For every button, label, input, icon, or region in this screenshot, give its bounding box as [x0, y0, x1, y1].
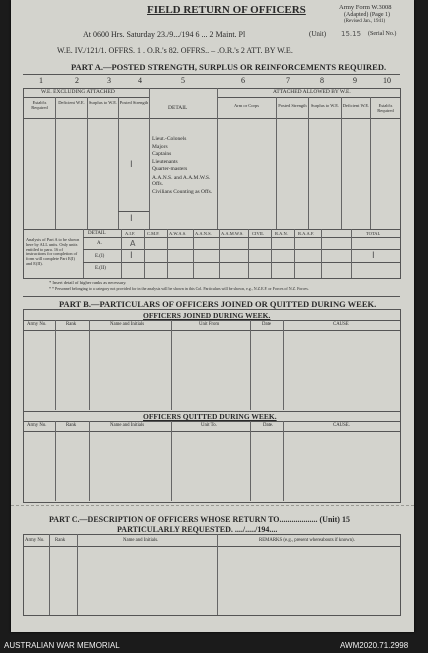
joined-col-rule [171, 320, 172, 410]
footnote-1: * Insert detail of higher ranks as necessary. [49, 280, 127, 285]
part-c-col: Name and Initials. [123, 538, 159, 543]
table-col-rule [370, 97, 371, 229]
serial-label: (Serial No.) [368, 31, 397, 37]
subheader: Arm or Corps [234, 103, 259, 108]
part-b-rule [23, 296, 400, 297]
column-number-row [23, 76, 400, 88]
unit-label: (Unit) [309, 30, 327, 38]
analysis-row-label: E.(I) [95, 254, 105, 259]
part-a-heading: PART A.—POSTED STRENGTH, SURPLUS OR REINFORCEMENTS REQUIRED. [71, 62, 387, 72]
analysis-col-rule [351, 229, 352, 278]
analysis-col: TOTAL [366, 231, 381, 236]
handwritten-total-count: I [130, 214, 133, 224]
analysis-row-label: E.(II) [95, 266, 106, 271]
analysis-rule [83, 237, 400, 238]
analysis-col-rule [167, 229, 168, 278]
serial-handwritten: 15.15 [341, 30, 362, 38]
analysis-col: C.M.F. [147, 231, 160, 236]
subheader: Deficient W.E. [342, 103, 370, 108]
analysis-col: A.A.M.W.S. [221, 231, 244, 236]
part-c-col: REMARKS (e.g., present whereabouts if known). [259, 538, 355, 543]
quitted-col-rule [89, 421, 90, 501]
col-num: 7 [286, 76, 290, 85]
total-rule [118, 211, 149, 212]
part-c-col-rule [217, 534, 218, 615]
part-c-col-rule [49, 534, 50, 615]
form-sheet [11, 0, 414, 632]
part-c-col-rule [77, 534, 78, 615]
adapted-note: (Adapted) (Page 1) [344, 12, 390, 18]
subheader: Surplus to W.E. [88, 100, 118, 105]
part-b-heading: PART B.—PARTICULARS OF OFFICERS JOINED OR QUITTED DURING WEEK. [59, 299, 377, 309]
handwritten-total-e1: I [372, 251, 375, 261]
col-num: 4 [138, 76, 142, 85]
quitted-col: Date. [263, 423, 274, 428]
part-c-subheading: PARTICULARLY REQUESTED. ..../...../194.... [117, 525, 278, 534]
archive-reference: AWM2020.71.2998 [340, 641, 409, 650]
joined-col: Name and Initials [110, 322, 145, 327]
part-c-rule [23, 546, 400, 547]
table-col-rule [217, 88, 218, 229]
table-col-rule [308, 97, 309, 229]
col-num: 9 [353, 76, 357, 85]
army-form-number: Army Form W.3008 [339, 4, 392, 11]
detail-header: DETAIL [168, 105, 188, 111]
analysis-rule [83, 262, 400, 263]
fold-line [11, 505, 414, 506]
col-num: 8 [320, 76, 324, 85]
table-col-rule [149, 88, 150, 229]
form-title: FIELD RETURN OF OFFICERS [147, 4, 306, 16]
quitted-col: Army No. [27, 423, 47, 428]
rank-item: A.A.N.S. and A.A.M.W.S. Offs. [152, 174, 211, 187]
part-c-col: Army No. [25, 538, 45, 543]
quitted-col-rule [250, 421, 251, 501]
quitted-rule [23, 421, 400, 422]
quitted-col: Unit To. [201, 423, 217, 428]
quitted-col: Name and Initials [110, 423, 145, 428]
table-col-rule [276, 97, 277, 229]
analysis-note: Analysis of Part A to be shown here by ALL units. Only units entitled to para. 16 of instructions for completion of form will complete Part E(I) and E(II). [26, 237, 80, 266]
we-line: W.E. IV./121/1. OFFRS. 1 . O.R.'s 82. OFFRS.. – .O.R.'s 2 ATT. BY W.E. [57, 46, 293, 55]
joined-title: OFFICERS JOINED DURING WEEK. [143, 311, 271, 320]
quitted-title: OFFICERS QUITTED DURING WEEK. [143, 412, 277, 421]
rank-item: Civilians Counting as Offs. [152, 188, 213, 195]
col-num: 3 [107, 76, 111, 85]
joined-col: Rank [66, 322, 77, 327]
analysis-col-rule [193, 229, 194, 278]
analysis-col: A.A.N.S. [195, 231, 212, 236]
quitted-col-rule [283, 421, 284, 501]
footnote-2: * * Personnel belonging to a category not provided for in the analysis will be shown in this Col. Particulars will be shown, e.g., N.Z.E.F. or Forces of N.Z. Forces. [49, 286, 309, 291]
attached-allowed-header: ATTACHED ALLOWED BY W.E. [273, 89, 351, 95]
joined-col: Date [262, 322, 272, 327]
analysis-col-rule [271, 229, 272, 278]
rank-item: Lieutenants [152, 158, 178, 165]
joined-rule [23, 320, 400, 321]
analysis-col-rule [219, 229, 220, 278]
handwritten-lieutenant-count: I [130, 160, 133, 170]
analysis-col-rule [294, 229, 295, 278]
table-rule [23, 97, 149, 98]
joined-col-rule [89, 320, 90, 410]
joined-col: Army No. [27, 322, 47, 327]
joined-col: Unit From [199, 322, 220, 327]
handwritten-aif-e1: I [130, 251, 133, 261]
table-col-rule [341, 97, 342, 229]
subheader: Posted Strength [119, 100, 149, 105]
rank-item: Captains [152, 151, 172, 157]
quitted-col: CAUSE. [333, 423, 350, 428]
part-c-col: Rank [55, 538, 66, 543]
analysis-col-rule [321, 229, 322, 278]
joined-col-rule [55, 320, 56, 410]
analysis-col: CIVIL [252, 231, 264, 236]
col-num: 5 [181, 76, 185, 85]
time-line: At 0600 Hrs. Saturday 23./9.../194 6 ... 2 Maint. Pl [83, 30, 246, 39]
part-a-rule [23, 74, 400, 75]
col-num: 10 [383, 76, 391, 85]
analysis-col-rule [248, 229, 249, 278]
col-num: 6 [241, 76, 245, 85]
joined-col-rule [283, 320, 284, 410]
analysis-detail-header: DETAIL [88, 231, 106, 236]
analysis-col: A.W.A.S. [169, 231, 187, 236]
analysis-col-rule [121, 229, 122, 278]
joined-col: CAUSE [333, 322, 349, 327]
analysis-col: R.A.A.F. [298, 231, 315, 236]
quitted-col: Rank [66, 423, 77, 428]
table-col-rule [118, 97, 119, 229]
joined-rule [23, 330, 400, 331]
quitted-col-rule [55, 421, 56, 501]
analysis-rule [83, 249, 400, 250]
analysis-col-rule [144, 229, 145, 278]
table-rule [23, 118, 400, 119]
subheader: Estab'ts Required [31, 100, 48, 110]
rank-list [152, 136, 216, 195]
quitted-col-rule [171, 421, 172, 501]
quitted-rule [23, 431, 400, 432]
rank-item: Lieut.-Colonels [152, 136, 187, 142]
part-c-heading: PART C.—DESCRIPTION OF OFFICERS WHOSE RETURN TO................... (Unit) 15 [49, 515, 350, 524]
analysis-row-label: A. [97, 241, 102, 246]
table-col-rule [55, 97, 56, 229]
subheader: Posted Strength [278, 103, 307, 108]
subheader: Deficient W.E. [58, 100, 85, 105]
joined-col-rule [250, 320, 251, 410]
rank-item: Majors [152, 143, 168, 150]
we-excluding-header: W.E. EXCLUDING ATTACHED [41, 89, 115, 95]
analysis-col: R.A.N. [275, 231, 288, 236]
rank-item: Quarter-masters [152, 166, 188, 172]
col-num: 1 [39, 76, 43, 85]
col-num: 2 [75, 76, 79, 85]
subheader: Surplus to W.E. [310, 103, 340, 108]
archive-credit: AUSTRALIAN WAR MEMORIAL [4, 641, 120, 650]
analysis-col: A.I.F. [125, 231, 136, 236]
subheader: Estab'ts Required [377, 103, 394, 113]
handwritten-aif-a: A [130, 239, 136, 248]
revised-note: (Revised Jan., 1941) [344, 19, 386, 24]
table-col-rule [87, 97, 88, 229]
